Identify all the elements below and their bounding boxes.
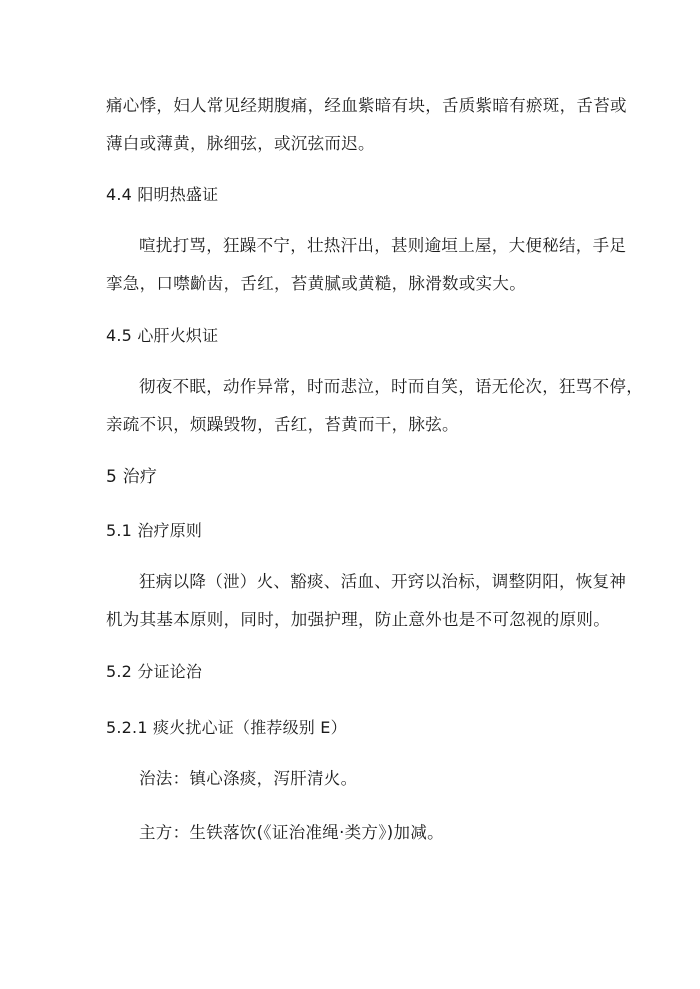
- paragraph-line: 喧扰打骂，狂躁不宁，壮热汗出，甚则逾垣上屋，大便秘结，手足: [139, 236, 627, 255]
- treatment-method: 治法：镇心涤痰，泻肝清火。: [139, 769, 358, 788]
- paragraph-line: 薄白或薄黄，脉细弦，或沉弦而迟。: [106, 134, 375, 153]
- main-formula: 主方：生铁落饮(《证治准绳·类方》)加减。: [139, 823, 444, 842]
- section-heading-5-1: 5.1 治疗原则: [106, 521, 203, 540]
- paragraph-line: 彻夜不眠，动作异常，时而悲泣，时而自笑，语无伦次，狂骂不停，: [139, 377, 643, 396]
- section-heading-4-5: 4.5 心肝火炽证: [106, 326, 219, 345]
- paragraph-line: 痛心悸，妇人常见经期腹痛，经血紫暗有块，舌质紫暗有瘀斑，舌苔或: [106, 96, 627, 115]
- section-heading-4-4: 4.4 阳明热盛证: [106, 185, 219, 204]
- paragraph-line: 挛急，口噤齘齿，舌红，苔黄腻或黄糙，脉滑数或实大。: [106, 274, 526, 293]
- paragraph-line: 机为其基本原则，同时，加强护理，防止意外也是不可忽视的原则。: [106, 610, 610, 629]
- paragraph-line: 亲疏不识，烦躁毁物，舌红，苔黄而干，脉弦。: [106, 415, 459, 434]
- section-heading-5-2-1: 5.2.1 痰火扰心证（推荐级别 E）: [106, 718, 347, 737]
- paragraph-line: 狂病以降（泄）火、豁痰、活血、开窍以治标，调整阴阳，恢复神: [139, 572, 627, 591]
- section-heading-5: 5 治疗: [106, 467, 158, 487]
- section-heading-5-2: 5.2 分证论治: [106, 662, 203, 681]
